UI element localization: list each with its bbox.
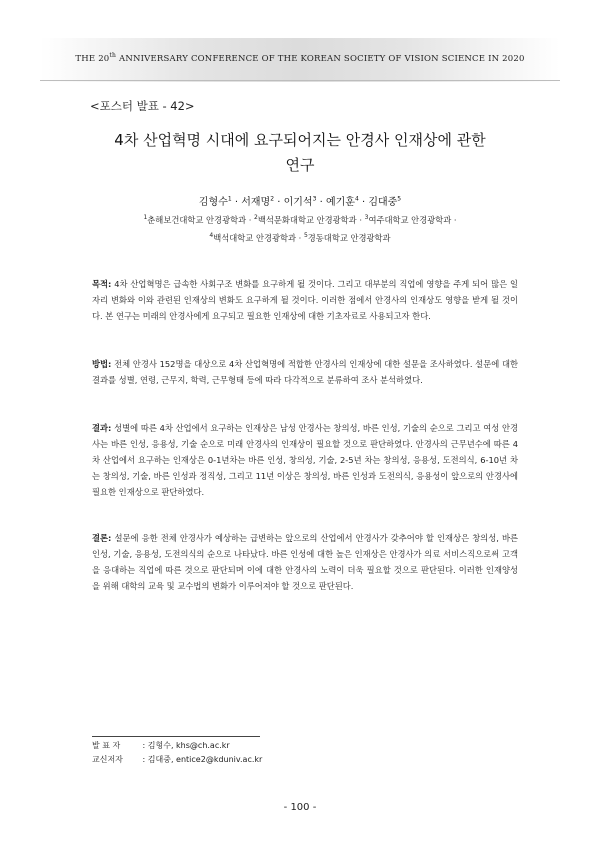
author-name: 서재명 (241, 197, 271, 208)
method-paragraph (92, 356, 518, 388)
poster-label: <포스터 발표 - 42> (90, 99, 195, 113)
result-text: 성별에 따른 4차 산업에서 요구하는 인재상은 남성 안경사는 창의성, 바른 인성, 기술의 순으로 그리고 여성 안경사는 바른 인성, 응용성, 기술 순으로 미래 안경사의 인재상이 필요할 것으로 판단하였다. 안경사의 근무년수에 따른 4차 산업에서 요구하는 인재상은 0-1년차는 바른 인성, 창의성, 기술, 2-5년 차는 창의성, 응용성, 도전의식, 6-10년 차는 창의성, 기술, 바른 인성과 정직성, 그리고 11년 이상은 창의성, 바른 인성과 도전의식, 응용성이 앞으로의 안경사에 필요한 인재상으로 판단하였다. (92, 423, 518, 497)
affiliation-line-1: $^1$춘해보건대학교 안경광학과 · $^2$백석문화대학교 안경광학과 · $^3$여주대학교 안경광학과 · (143, 214, 457, 225)
conclusion-paragraph (92, 530, 518, 594)
method-text: 전체 안경사 152명을 대상으로 4차 산업혁명에 적합한 안경사의 인재상에 대한 설문을 조사하였다. 설문에 대한 결과를 성별, 연령, 근무지, 학력, 근무형태 등에 따라 다각적으로 분류하여 조사 분석하였다. (92, 359, 518, 385)
result-label: 결과: (92, 423, 112, 433)
title-line-1: 4차 산업혁명 시대에 요구되어지는 안경사 인재상에 관한 (114, 131, 486, 149)
conclusion-label: 결론: (92, 533, 112, 543)
result-paragraph (92, 420, 518, 500)
author-name: 이기석 (283, 197, 313, 208)
footnote-corresponding-author: 교신저자 : 김대중, entice2@kduniv.ac.kr (92, 755, 263, 764)
header-rule (40, 80, 560, 81)
author-name: 예기훈 (325, 197, 355, 208)
paper-title (70, 128, 530, 178)
purpose-text: 4차 산업혁명은 급속한 사회구조 변화를 요구하게 될 것이다. 그리고 대부분의 직업에 영향을 주게 되어 많은 일자리 변화와 이와 관련된 인재상의 변화도 요구하게 될 것이다. 이러한 점에서 안경사의 인재상도 영향을 받게 될 것이다. 본 연구는 미래의 안경사에게 요구되고 필요한 인재상에 대한 기초자료로 사용되고자 한다. (92, 279, 518, 321)
purpose-paragraph (92, 276, 518, 324)
affiliation-line-2: $^4$백석대학교 안경광학과 · $^5$경동대학교 안경광학과 (209, 231, 391, 243)
author-name: 김형수 (198, 197, 228, 208)
affiliation-list (60, 210, 540, 246)
method-label: 방법: (92, 359, 112, 369)
purpose-label: 목적: (92, 279, 112, 289)
footnote-presenter: 발 표 자 : 김형수, khs@ch.ac.kr (92, 741, 230, 750)
page-number: - 100 - (283, 802, 317, 813)
title-line-2: 연구 (285, 156, 315, 174)
author-name: 김대중 (368, 197, 398, 208)
conference-header: THE 20th ANNIVERSARY CONFERENCE OF THE KOREAN SOCIETY OF VISION SCIENCE IN 2020 (75, 52, 525, 64)
author-list: 김형수$^1$ · 서재명$^2$ · 이기석$^3$ · 예기훈$^4$ · 김대중$^5$ (198, 195, 402, 208)
footnote-rule (92, 736, 260, 737)
conclusion-text: 설문에 응한 전체 안경사가 예상하는 급변하는 앞으로의 산업에서 안경사가 갖추어야 할 인재상은 창의성, 바른 인성, 기술, 응용성, 도전의식의 순으로 나타났다. 바른 인성에 대한 높은 인재상은 안경사가 의료 서비스직으로써 고객을 응대하는 직업에 따른 것으로 판단되며 이에 대한 안경사의 노력이 더욱 필요할 것으로 판단된다. 이러한 인재양성을 위해 대학의 교육 및 교수법의 변화가 이루어져야 할 것으로 판단된다. (92, 533, 518, 591)
